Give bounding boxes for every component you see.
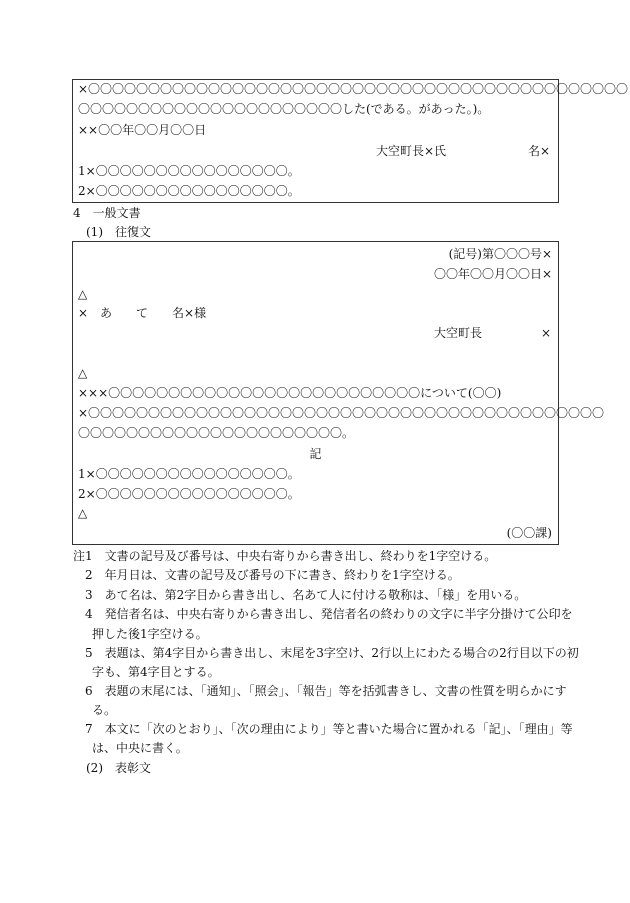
- note-6-continued: る。: [92, 703, 117, 717]
- note-5-continued: 字も、第4字目とする。: [92, 665, 220, 679]
- note-4: [85, 604, 573, 624]
- note-number: 4: [85, 607, 93, 621]
- note-text: 表題の末尾には、「通知」、「照会」、「報告」等を括弧書きし、文書の性質を明らかにす: [104, 684, 567, 698]
- note-6: [85, 681, 567, 701]
- subsection-heading-2: (2) 表彰文: [86, 761, 151, 775]
- blank-mark-3: △: [78, 506, 88, 520]
- note-4-continued: 押した後1字空ける。: [92, 627, 208, 641]
- note-text: あて名は、第2字目から書き出し、名あて人に付ける敬称は、「様」を用いる。: [104, 588, 527, 602]
- note-text: 文書の記号及び番号は、中央右寄りから書き出し、終わりを1字空ける。: [104, 549, 497, 563]
- box1-item1: 1×〇〇〇〇〇〇〇〇〇〇〇〇〇〇〇〇。: [78, 164, 300, 178]
- note-text: 表題は、第4字目から書き出し、末尾を3字空け、2行以上にわたる場合の2行目以下の初: [104, 646, 579, 660]
- department: (〇〇課): [506, 526, 552, 540]
- box1-signer: 大空町長×氏: [376, 144, 447, 158]
- sender-name: 大空町長: [434, 326, 483, 340]
- box1-line2: 〇〇〇〇〇〇〇〇〇〇〇〇〇〇〇〇〇〇〇〇〇〇した(である。があった。)。: [78, 102, 490, 116]
- note-text: 本文に「次のとおり」、「次の理由により」等と書いた場合に置かれる「記」、「理由」等: [104, 722, 573, 736]
- letter-item-2: 2×〇〇〇〇〇〇〇〇〇〇〇〇〇〇〇〇。: [78, 487, 300, 501]
- note-number: 7: [85, 722, 93, 736]
- note-number: 5: [85, 646, 93, 660]
- note-7-continued: は、中央に書く。: [92, 741, 188, 755]
- sender-mark: ×: [541, 326, 552, 340]
- note-text: 発信者名は、中央右寄りから書き出し、発信者名の終わりの文字に半字分掛けて公印を: [104, 607, 573, 621]
- letter-body-1: ×〇〇〇〇〇〇〇〇〇〇〇〇〇〇〇〇〇〇〇〇〇〇〇〇〇〇〇〇〇〇〇〇〇〇〇〇〇〇〇〇〇〇〇: [78, 406, 605, 420]
- note-3: [85, 585, 526, 605]
- box1-name: 名×: [528, 144, 551, 158]
- document-number: (記号)第〇〇〇号×: [448, 247, 552, 261]
- note-7: [85, 719, 573, 739]
- subsection-heading-1: (1) 往復文: [86, 225, 151, 239]
- letter-item-1: 1×〇〇〇〇〇〇〇〇〇〇〇〇〇〇〇〇。: [78, 467, 300, 481]
- note-number: 注1: [73, 549, 93, 563]
- letter-title: ×××〇〇〇〇〇〇〇〇〇〇〇〇〇〇〇〇〇〇〇〇〇〇〇〇〇〇について(〇〇): [78, 386, 502, 400]
- note-number: 2: [85, 568, 93, 582]
- letter-body-2: 〇〇〇〇〇〇〇〇〇〇〇〇〇〇〇〇〇〇〇〇〇〇。: [78, 426, 355, 440]
- note-1: [73, 546, 496, 566]
- addressee: × あ て 名×様: [78, 306, 207, 320]
- blank-mark-1: △: [78, 287, 88, 301]
- note-number: 6: [85, 684, 93, 698]
- blank-mark-2: △: [78, 366, 88, 380]
- box1-date: ××〇〇年〇〇月〇〇日: [78, 123, 207, 137]
- note-5: [85, 643, 579, 663]
- document-date: 〇〇年〇〇月〇〇日×: [433, 267, 552, 281]
- note-text: 年月日は、文書の記号及び番号の下に書き、終わりを1字空ける。: [104, 568, 460, 582]
- box1-line1: ×〇〇〇〇〇〇〇〇〇〇〇〇〇〇〇〇〇〇〇〇〇〇〇〇〇〇〇〇〇〇〇〇〇〇〇〇〇〇〇〇〇〇〇〇〇: [78, 82, 629, 96]
- note-number: 3: [85, 588, 93, 602]
- note-2: [85, 565, 460, 585]
- section-heading: 4 一般文書: [73, 206, 141, 220]
- ki-mark: 記: [309, 447, 322, 461]
- box1-item2: 2×〇〇〇〇〇〇〇〇〇〇〇〇〇〇〇〇。: [78, 184, 300, 198]
